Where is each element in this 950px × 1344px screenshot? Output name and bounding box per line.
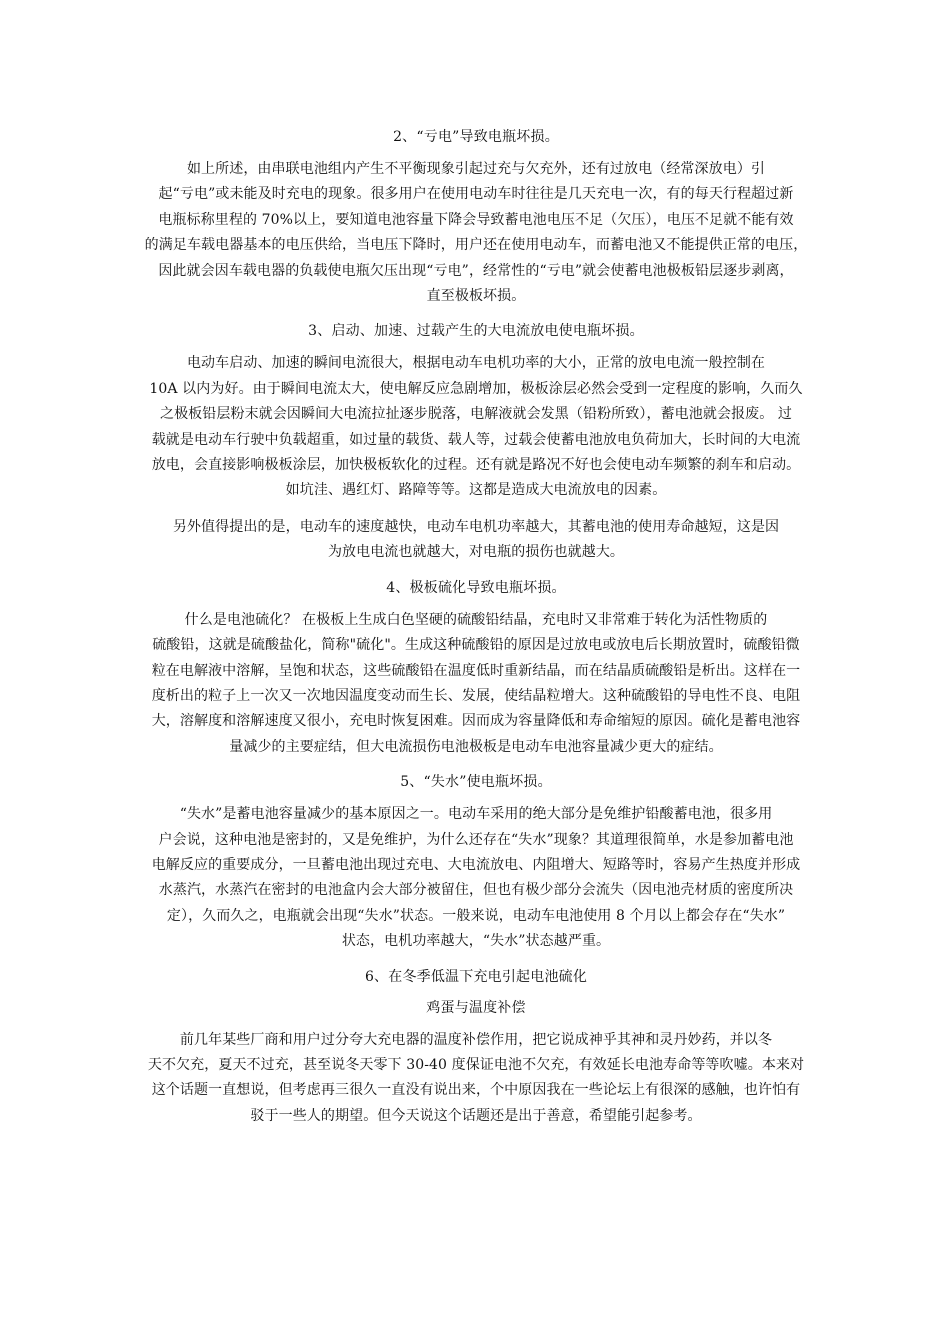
paragraph (140, 802, 812, 954)
text-line: 天不欠充，夏天不过充，甚至说冬天零下 30-40 度保证电池不欠充，有效延长电池寿命等等吹嘘。本来对 (147, 1056, 805, 1073)
section-heading: 5、“失水”使电瓶坏损。 (400, 774, 552, 791)
text-line: 大，溶解度和溶解速度又很小，充电时恢复困难。因而成为容量降低和寿命缩短的原因。硫化是蓄电池容 (151, 713, 801, 730)
text-line: 如上所述，由串联电池组内产生不平衡现象引起过充与欠充外，还有过放电（经常深放电）引 (186, 161, 766, 177)
text-line: 为放电电流也就越大，对电瓶的损伤也就越大。 (327, 544, 625, 561)
text-line: “失水”是蓄电池容量减少的基本原因之一。电动车采用的绝大部分是免维护铅酸蓄电池，很多用 (179, 806, 773, 823)
text-line: 什么是电池硫化？ 在极板上生成白色坚硬的硫酸铅结晶，充电时又非常难于转化为活性物质的 (184, 611, 768, 628)
text-line: 电动车启动、加速的瞬间电流很大，根据电动车电机功率的大小，正常的放电电流一般控制在 (186, 355, 766, 372)
text-line: 放电，会直接影响极板涂层，加快极板软化的过程。还有就是路况不好也会使电动车频繁的刹车和启动。 (151, 457, 801, 474)
text-line: 量减少的主要症结，但大电流损伤电池极板是电动车电池容量减少更大的症结。 (229, 738, 723, 755)
text-line: 另外值得提出的是，电动车的速度越快，电动车电机功率越大，其蓄电池的使用寿命越短，这是因 (172, 518, 780, 535)
text-line: 载就是电动车行驶中负载超重，如过量的载货、载人等，过载会使蓄电池放电负荷加大，长时间的大电流 (151, 431, 801, 448)
section-heading: 3、启动、加速、过载产生的大电流放电使电瓶坏损。 (308, 323, 644, 340)
text-line: 之极板铅层粉末就会因瞬间大电流拉扯逐步脱落，电解液就会发黑（铅粉所致），蓄电池就会报废。 过 (159, 406, 793, 423)
paragraph (140, 608, 812, 760)
paragraph (140, 157, 812, 309)
text-line: 电瓶标称里程的 70%以上，要知道电池容量下降会导致蓄电池电压不足（欠压），电压不足就不能有效 (158, 211, 794, 228)
paragraph (140, 351, 812, 503)
text-line: 直至极板坏损。 (426, 288, 526, 305)
text-line: 因此就会因车载电器的负载使电瓶欠压出现“亏电”，经常性的“亏电”就会使蓄电池极板铅层逐步剥离， (158, 262, 794, 279)
text-line: 的满足车载电器基本的电压供给，当电压下降时，用户还在使用电动车，而蓄电池又不能提供正常的电压， (144, 237, 808, 254)
text-line: 状态，电机功率越大，“失水”状态越严重。 (341, 933, 611, 950)
section-heading: 2、“亏电”导致电瓶坏损。 (393, 129, 559, 145)
text-line: 驳于一些人的期望。但今天说这个话题还是出于善意，希望能引起参考。 (250, 1107, 702, 1124)
text-line: 10A 以内为好。由于瞬间电流太大，使电解反应急剧增加，极板涂层必然会受到一定程度的影响，久而久 (149, 380, 803, 397)
section-heading: 4、极板硫化导致电瓶坏损。 (386, 579, 566, 596)
text-line: 起“亏电”或未能及时充电的现象。很多用户在使用电动车时往往是几天充电一次，有的每天行程超过新 (158, 186, 794, 203)
text-line: 如坑洼、遇红灯、路障等等。这都是造成大电流放电的因素。 (285, 482, 667, 499)
text-line: 水蒸汽，水蒸汽在密封的电池盒内会大部分被留住，但也有极少部分会流失（因电池壳材质的密度所决 (158, 882, 794, 899)
text-line: 户会说，这种电池是密封的，又是免维护，为什么还存在“失水”现象？其道理很简单，水是参加蓄电池 (158, 831, 794, 848)
section-heading: 6、在冬季低温下充电引起电池硫化 (364, 968, 588, 985)
section-subheading: 鸡蛋与温度补偿 (426, 999, 526, 1016)
paragraph (140, 515, 812, 566)
document-page (140, 118, 812, 1140)
text-line: 这个话题一直想说，但考虑再三很久一直没有说出来，个中原因我在一些论坛上有很深的感触，也许怕有 (151, 1082, 801, 1099)
paragraph (140, 1028, 812, 1130)
text-line: 定），久而久之，电瓶就会出现“失水”状态。一般来说，电动车电池使用 8 个月以上都会存在“失水” (166, 907, 786, 924)
text-line: 硫酸铅，这就是硫酸盐化，简称"硫化"。生成这种硫酸铅的原因是过放电或放电后长期放置时，硫酸铅微 (152, 637, 800, 654)
text-line: 度析出的粒子上一次又一次地因温度变动而生长、发展，使结晶粒增大。这种硫酸铅的导电性不良、电阻 (151, 687, 801, 704)
text-line: 电解反应的重要成分，一旦蓄电池出现过充电、大电流放电、内阻增大、短路等时，容易产生热度并形成 (151, 856, 801, 873)
text-line: 前几年某些厂商和用户过分夸大充电器的温度补偿作用，把它说成神乎其神和灵丹妙药，并以冬 (179, 1031, 773, 1048)
text-line: 粒在电解液中溶解，呈饱和状态，这些硫酸铅在温度低时重新结晶，而在结晶质硫酸铅是析出。这样在一 (151, 662, 801, 679)
